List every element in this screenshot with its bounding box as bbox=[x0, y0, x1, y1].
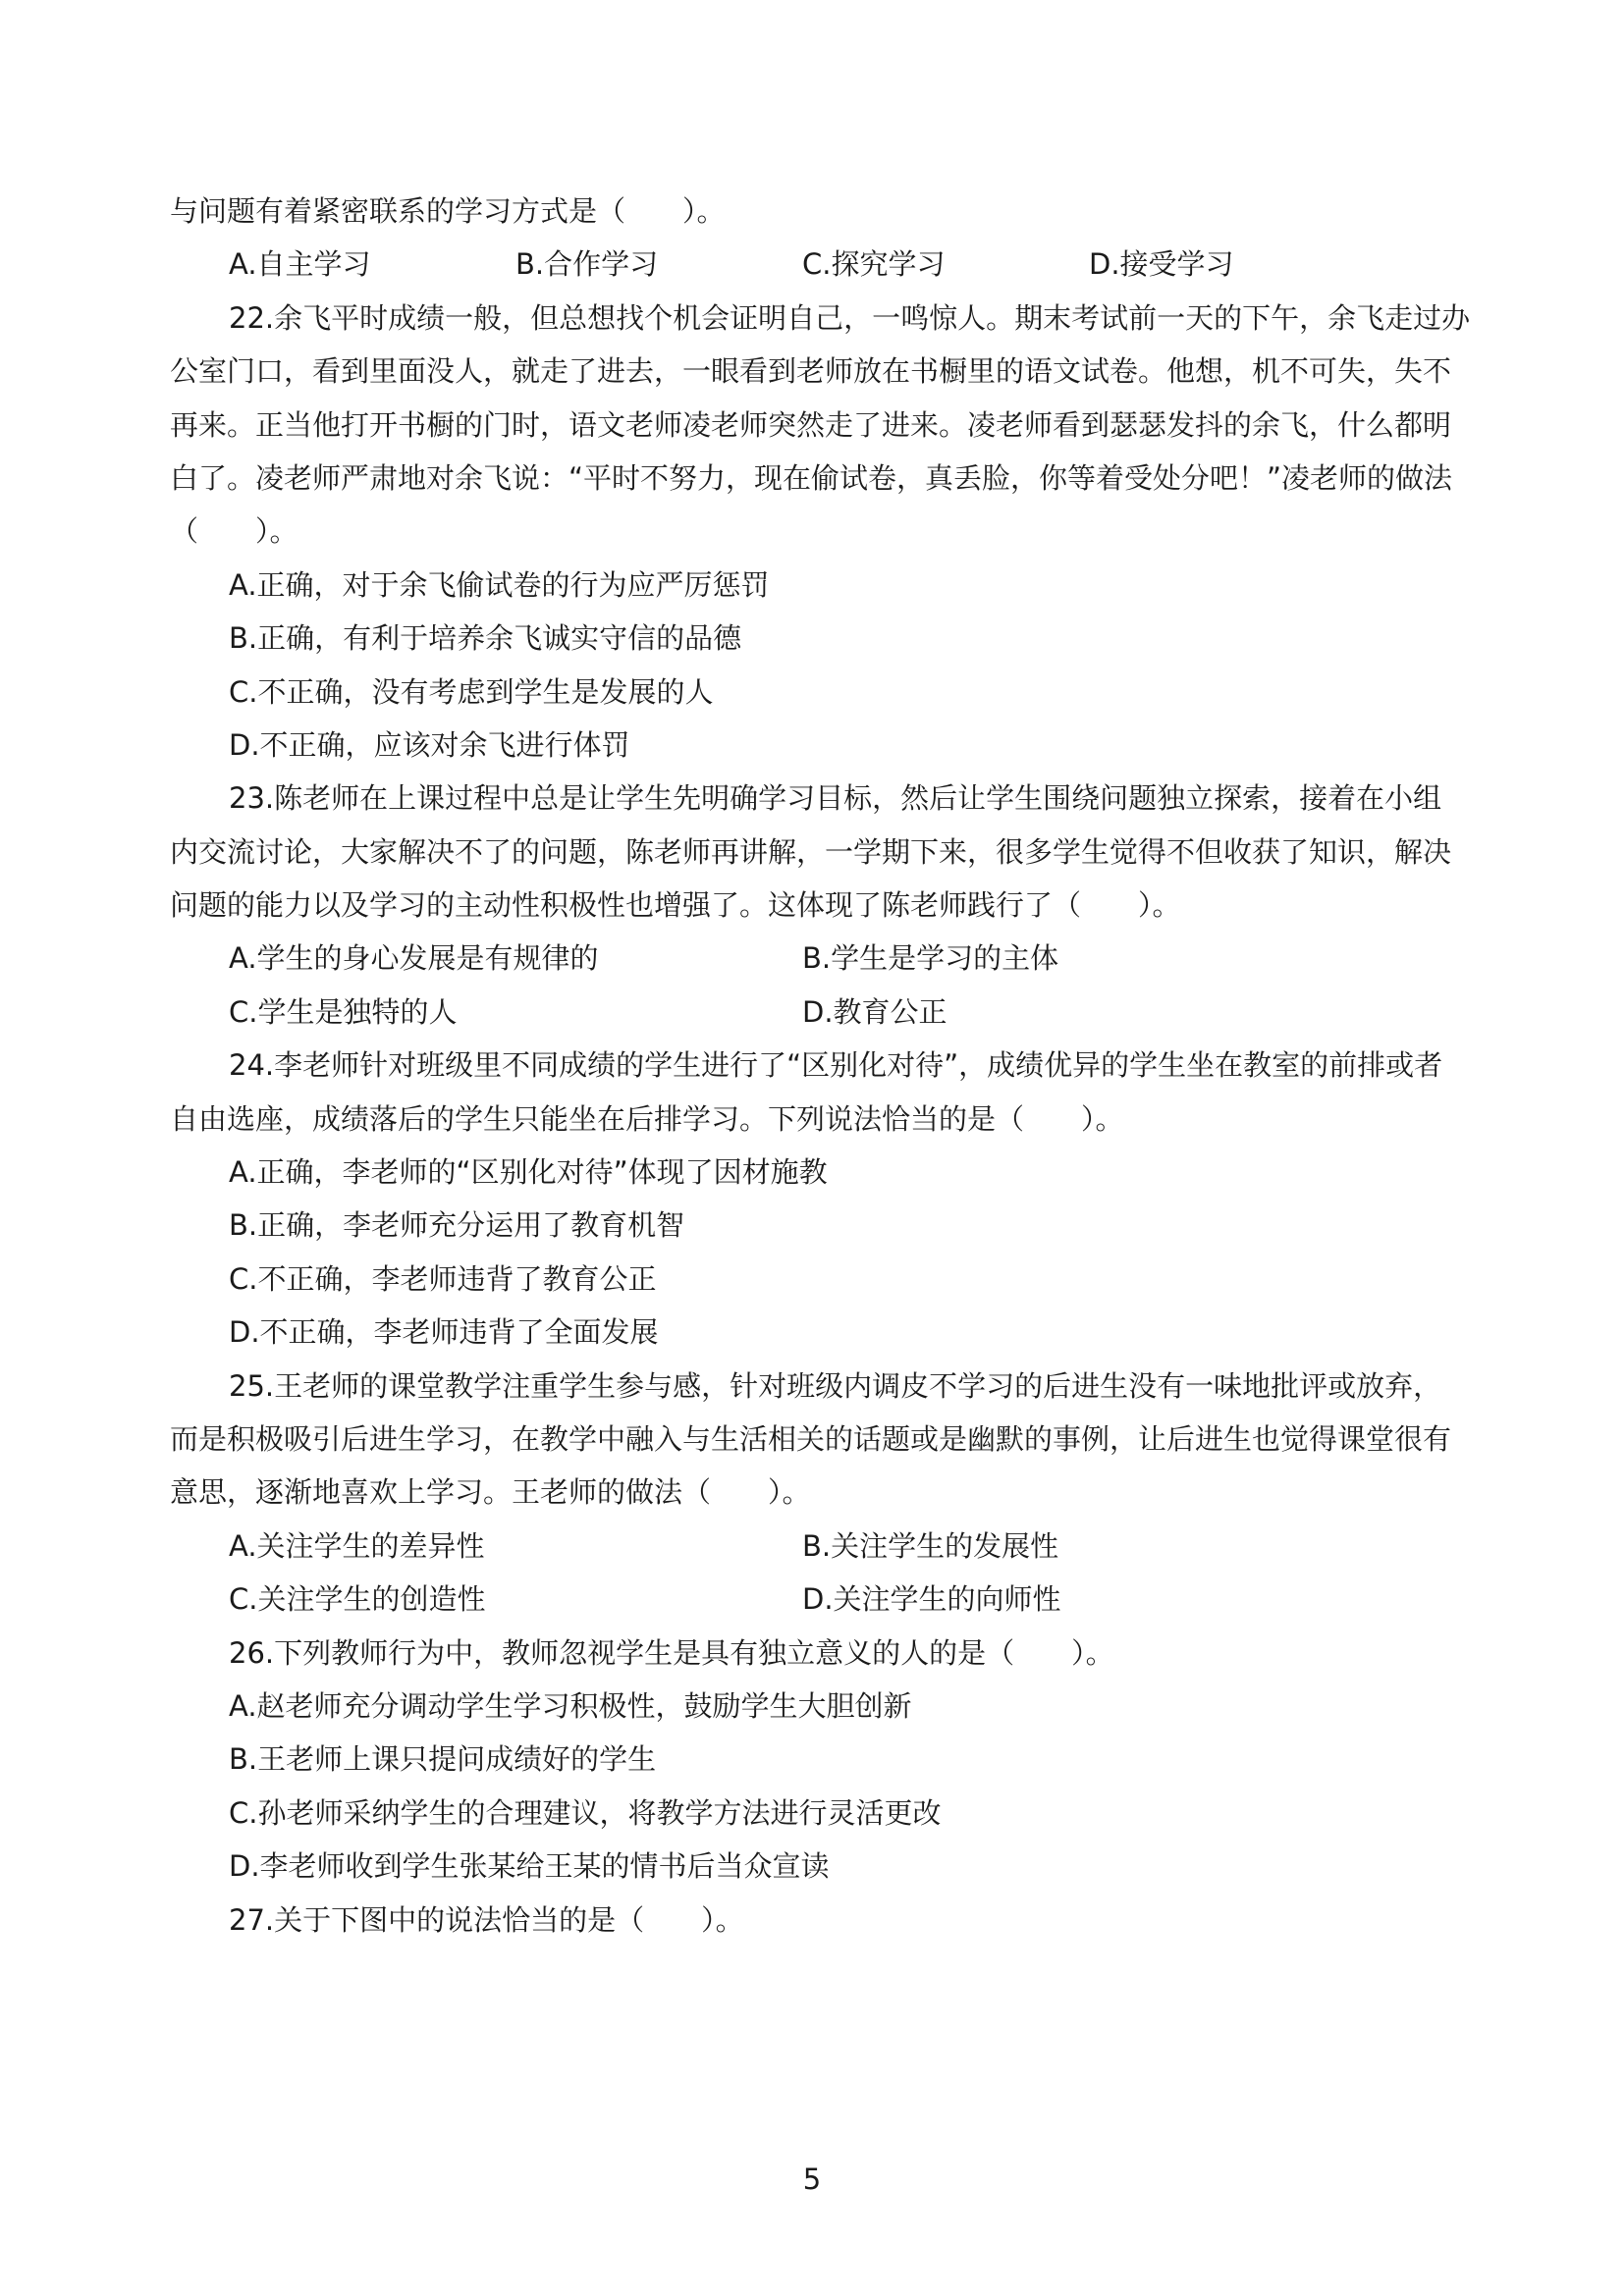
q24-stem-line: 24.李老师针对班级里不同成绩的学生进行了“区别化对待”，成绩优异的学生坐在教室的前排或者 bbox=[229, 1048, 1443, 1083]
q25-option-a: A.关注学生的差异性 bbox=[229, 1528, 485, 1563]
q25-option-d: D.关注学生的向师性 bbox=[802, 1582, 1061, 1617]
q21-option-d: D.接受学习 bbox=[1089, 247, 1234, 282]
q22-stem-line: 公室门口，看到里面没人，就走了进去，一眼看到老师放在书橱里的语文试卷。他想，机不可失，失不 bbox=[170, 354, 1452, 389]
q22-stem-line: 再来。正当他打开书橱的门时，语文老师凌老师突然走了进来。凌老师看到瑟瑟发抖的余飞，什么都明 bbox=[170, 407, 1452, 442]
question-content bbox=[170, 185, 1471, 1947]
q21-options bbox=[170, 238, 1456, 291]
q21-option-b: B.合作学习 bbox=[515, 247, 659, 282]
q21-option-c: C.探究学习 bbox=[802, 247, 946, 282]
q22-option-d: D.不正确，应该对余飞进行体罚 bbox=[229, 727, 630, 762]
q22-option-b: B.正确，有利于培养余飞诚实守信的品德 bbox=[229, 621, 742, 656]
q22-stem-line: 白了。凌老师严肃地对余飞说：“平时不努力，现在偷试卷，真丢脸，你等着受处分吧！”凌老师的做法 bbox=[170, 460, 1453, 495]
q27-stem-line: 27.关于下图中的说法恰当的是（ ）。 bbox=[229, 1902, 744, 1937]
q23-stem-line: 23.陈老师在上课过程中总是让学生先明确学习目标，然后让学生围绕问题独立探索，接着在小组 bbox=[229, 781, 1442, 816]
q25-stem-line: 而是积极吸引后进生学习，在教学中融入与生活相关的话题或是幽默的事例，让后进生也觉得课堂很有 bbox=[170, 1421, 1452, 1456]
q23-option-d: D.教育公正 bbox=[802, 994, 947, 1029]
q24-option-d: D.不正确，李老师违背了全面发展 bbox=[229, 1315, 659, 1350]
q23-stem-line: 问题的能力以及学习的主动性积极性也增强了。这体现了陈老师践行了（ ）。 bbox=[170, 888, 1181, 923]
q25-stem-line: 意思，逐渐地喜欢上学习。王老师的做法（ ）。 bbox=[170, 1475, 811, 1510]
q26-option-d: D.李老师收到学生张某给王某的情书后当众宣读 bbox=[229, 1849, 830, 1884]
q22-stem-line: （ ）。 bbox=[170, 514, 298, 549]
q24-option-a: A.正确，李老师的“区别化对待”体现了因材施教 bbox=[229, 1155, 828, 1190]
q24-option-b: B.正确，李老师充分运用了教育机智 bbox=[229, 1208, 685, 1243]
q23-options-row bbox=[170, 932, 1456, 985]
q21-stem-tail: 与问题有着紧密联系的学习方式是（ ）。 bbox=[170, 194, 726, 228]
q22-option-c: C.不正确，没有考虑到学生是发展的人 bbox=[229, 674, 714, 709]
q26-stem-line: 26.下列教师行为中，教师忽视学生是具有独立意义的人的是（ ）。 bbox=[229, 1635, 1114, 1670]
q26-option-b: B.王老师上课只提问成绩好的学生 bbox=[229, 1742, 657, 1777]
q22-stem-line: 22.余飞平时成绩一般，但总想找个机会证明自己，一鸣惊人。期末考试前一天的下午，余飞走过办 bbox=[229, 300, 1471, 335]
q25-options-row bbox=[170, 1573, 1456, 1626]
q21-option-a: A.自主学习 bbox=[229, 247, 371, 282]
q23-option-b: B.学生是学习的主体 bbox=[802, 941, 1059, 976]
q25-stem-line: 25.王老师的课堂教学注重学生参与感，针对班级内调皮不学习的后进生没有一味地批评或放弃， bbox=[229, 1368, 1442, 1403]
q22-option-a: A.正确，对于余飞偷试卷的行为应严厉惩罚 bbox=[229, 567, 770, 602]
q24-option-c: C.不正确，李老师违背了教育公正 bbox=[229, 1261, 657, 1296]
q25-options-row bbox=[170, 1520, 1456, 1573]
q23-stem-line: 内交流讨论，大家解决不了的问题，陈老师再讲解，一学期下来，很多学生觉得不但收获了知识，解决 bbox=[170, 834, 1452, 869]
q23-option-a: A.学生的身心发展是有规律的 bbox=[229, 941, 599, 976]
q25-option-c: C.关注学生的创造性 bbox=[229, 1582, 486, 1617]
q23-options-row bbox=[170, 986, 1456, 1039]
page-number: 5 bbox=[802, 2163, 822, 2196]
q26-option-a: A.赵老师充分调动学生学习积极性，鼓励学生大胆创新 bbox=[229, 1688, 912, 1723]
q24-stem-line: 自由选座，成绩落后的学生只能坐在后排学习。下列说法恰当的是（ ）。 bbox=[170, 1101, 1124, 1136]
q26-option-c: C.孙老师采纳学生的合理建议，将教学方法进行灵活更改 bbox=[229, 1795, 942, 1830]
q25-option-b: B.关注学生的发展性 bbox=[802, 1528, 1059, 1563]
q23-option-c: C.学生是独特的人 bbox=[229, 994, 458, 1029]
